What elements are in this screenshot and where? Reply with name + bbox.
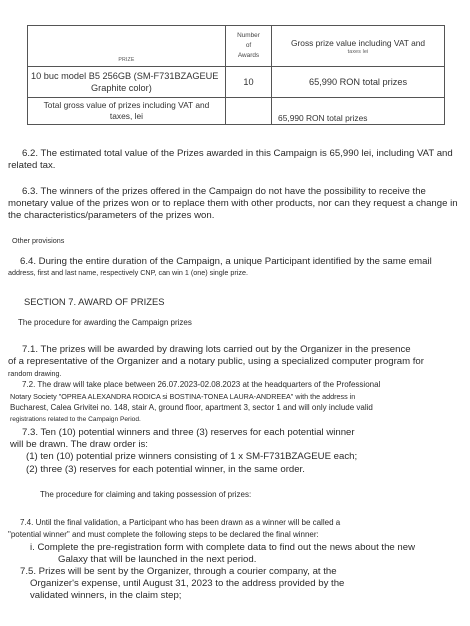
- procedure-claiming-heading: The procedure for claiming and taking possession of prizes:: [40, 490, 252, 499]
- paragraph-6-2: 6.2. The estimated total value of the Prizes awarded in this Campaign is 65,990 lei, including VAT and related tax.: [8, 148, 453, 171]
- draw-order-item-2: (2) three (3) reserves for each potential winner, in the same order.: [26, 464, 305, 475]
- paragraph-7-2-line3: Bucharest, Calea Grivitei no. 148, stair A, ground floor, apartment 3, sector 1 and will only include valid: [10, 403, 373, 412]
- number-of-awards-value: 10: [225, 67, 271, 98]
- other-provisions-heading: Other provisions: [12, 236, 65, 245]
- paragraph-6-4-line1: 6.4. During the entire duration of the Campaign, a unique Participant identified by the same email: [20, 256, 432, 267]
- paragraph-7-2-line2: Notary Society "OPREA ALEXANDRA RODICA si BOSTINA-TONEA LAURA-ANDREEA" with the address in: [10, 392, 356, 401]
- section-7-heading: SECTION 7. AWARD OF PRIZES: [24, 296, 165, 307]
- table-total-row: [28, 98, 445, 125]
- paragraph-7-5-line2: Organizer's expense, until August 31, 2023 to the address provided by the: [30, 578, 345, 589]
- header-number-of-awards: Number of Awards: [225, 26, 271, 67]
- paragraph-7-4-i-line1: i. Complete the pre-registration form with complete data to find out the news about the new: [30, 542, 416, 553]
- paragraph-7-3-line1: 7.3. Ten (10) potential winners and three (3) reserves for each potential winner: [22, 427, 355, 438]
- prize-description: 10 buc model B5 256GB (SM-F731BZAGEUE Graphite color): [28, 67, 226, 98]
- paragraph-7-1-line2: of a representative of the Organizer and a notary public, using a specialized computer program for: [8, 356, 424, 367]
- paragraph-6-4-line2: address, first and last name, respectively CNP, can win 1 (one) single prize.: [8, 268, 248, 277]
- draw-order-item-1: (1) ten (10) potential prize winners consisting of 1 x SM-F731BZAGEUE each;: [26, 451, 358, 462]
- total-value: 65,990 RON total prizes: [272, 98, 445, 125]
- header-gross-value: Gross prize value including VAT and taxes lei: [272, 26, 445, 67]
- gross-value: 65,990 RON total prizes: [272, 67, 445, 98]
- paragraph-6-3: 6.3. The winners of the prizes offered in the Campaign do not have the possibility to receive the monetary value of the prizes won or to replace them with other products, nor can they request a change in the characteristics/parameters of the prizes won.: [8, 186, 458, 221]
- paragraph-7-5-line3: validated winners, in the claim step;: [30, 590, 182, 601]
- paragraph-7-2-line4: registrations related to the Campaign Period.: [10, 416, 141, 423]
- prize-table: [27, 25, 445, 125]
- paragraph-7-1-line3: random drawing.: [8, 369, 62, 378]
- total-awards-empty: [225, 98, 271, 125]
- paragraph-7-4-line1: 7.4. Until the final validation, a Participant who has been drawn as a winner will be called a: [20, 518, 341, 527]
- procedure-awarding-heading: The procedure for awarding the Campaign prizes: [18, 318, 192, 327]
- header-prize: PRIZE: [28, 26, 226, 67]
- paragraph-7-2-line1: 7.2. The draw will take place between 26.07.2023-02.08.2023 at the headquarters of the Professional: [22, 380, 381, 389]
- paragraph-7-1-line1: 7.1. The prizes will be awarded by drawing lots carried out by the Organizer in the presence: [22, 344, 411, 355]
- paragraph-7-4-line2: "potential winner" and must complete the following steps to be declared the final winner:: [8, 530, 319, 539]
- total-label: Total gross value of prizes including VAT and taxes, lei: [28, 98, 226, 125]
- paragraph-7-4-i-line2: Galaxy that will be launched in the next period.: [58, 554, 257, 565]
- paragraph-7-5-line1: 7.5. Prizes will be sent by the Organizer, through a courier company, at the: [20, 566, 337, 577]
- table-row: [28, 67, 445, 98]
- table-header-row: [28, 26, 445, 67]
- paragraph-7-3-line2: will be drawn. The draw order is:: [10, 439, 148, 450]
